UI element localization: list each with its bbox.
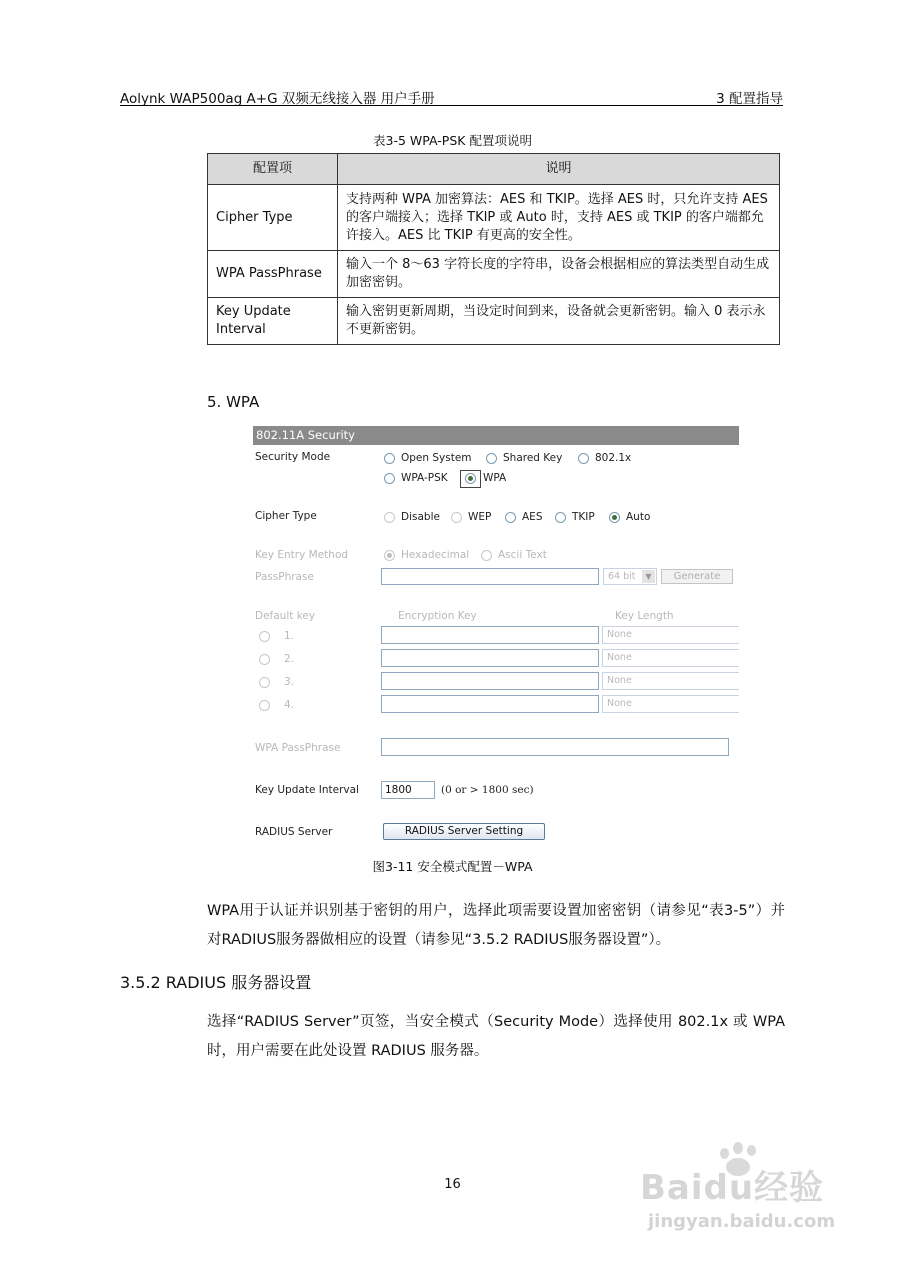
table-row <box>208 298 780 345</box>
security-mode-label: Security Mode <box>255 451 331 463</box>
passphrase-label: PassPhrase <box>255 571 314 583</box>
wpa-passphrase-input[interactable] <box>381 738 729 756</box>
key-1-input[interactable] <box>381 626 599 644</box>
key-update-input[interactable]: 1800 <box>381 781 435 799</box>
wpa-passphrase-label: WPA PassPhrase <box>255 742 341 754</box>
table-cell-desc: 输入密钥更新周期，当设定时间到来，设备就会更新密钥。输入 0 表示永不更新密钥。 <box>338 298 780 345</box>
key-update-hint: (0 or > 1800 sec) <box>441 784 534 796</box>
table-header-row <box>208 154 780 185</box>
radio-key-2[interactable] <box>259 654 270 665</box>
table-cell-item: Cipher Type <box>208 185 338 251</box>
key-entry-label: Key Entry Method <box>255 549 349 561</box>
section-heading-352: 3.5.2 RADIUS 服务器设置 <box>120 973 312 992</box>
radio-wpa[interactable] <box>465 473 476 484</box>
open-system-label: Open System <box>401 452 472 464</box>
key-update-label: Key Update Interval <box>255 784 359 796</box>
radio-cipher-disable[interactable] <box>384 512 395 523</box>
bit-select-value: 64 bit <box>608 571 636 582</box>
watermark-url: jingyan.baidu.com <box>648 1211 836 1232</box>
radius-server-label: RADIUS Server <box>255 826 333 838</box>
watermark-logo: Baidu经验 <box>640 1168 825 1208</box>
radio-cipher-auto[interactable] <box>609 512 620 523</box>
key-4-length-value: None <box>607 698 632 709</box>
table-row <box>208 251 780 298</box>
key-2-length[interactable] <box>602 649 739 667</box>
radio-8021x[interactable] <box>578 453 589 464</box>
key-1-length-value: None <box>607 629 632 640</box>
radio-ascii-text[interactable] <box>481 550 492 561</box>
encryption-key-header: Encryption Key <box>398 610 477 622</box>
paragraph-wpa: WPA用于认证并识别基于密钥的用户，选择此项需要设置加密密钥（请参见“表3-5”）并对RADIUS服务器做相应的设置（请参见“3.5.2 RADIUS服务器设置”）。 <box>207 903 785 948</box>
header-chapter: 3 配置指导 <box>716 91 783 107</box>
chevron-down-icon: ▼ <box>642 570 655 583</box>
key-3-number: 3. <box>284 676 295 688</box>
config-table <box>207 153 780 345</box>
wpa-psk-label: WPA-PSK <box>401 472 448 484</box>
radio-open-system[interactable] <box>384 453 395 464</box>
key-3-length-value: None <box>607 675 632 686</box>
radio-cipher-tkip[interactable] <box>555 512 566 523</box>
table-caption: 表3-5 WPA-PSK 配置项说明 <box>373 133 532 148</box>
key-length-header: Key Length <box>615 610 674 622</box>
cipher-wep-label: WEP <box>468 511 492 523</box>
radio-cipher-aes[interactable] <box>505 512 516 523</box>
table-cell-item: WPA PassPhrase <box>208 251 338 298</box>
page-number: 16 <box>444 1177 461 1192</box>
bit-select[interactable] <box>603 568 657 585</box>
hexadecimal-label: Hexadecimal <box>401 549 470 561</box>
form-title-bar: 802.11A Security <box>253 426 739 445</box>
key-2-input[interactable] <box>381 649 599 667</box>
radio-key-3[interactable] <box>259 677 270 688</box>
default-key-label: Default key <box>255 610 316 622</box>
key-2-length-value: None <box>607 652 632 663</box>
cipher-tkip-label: TKIP <box>572 511 595 523</box>
key-4-input[interactable] <box>381 695 599 713</box>
table-header-desc: 说明 <box>338 154 780 185</box>
ascii-text-label: Ascii Text <box>498 549 547 561</box>
table-cell-desc: 输入一个 8～63 字符长度的字符串，设备会根据相应的算法类型自动生成加密密钥。 <box>338 251 780 298</box>
key-2-number: 2. <box>284 653 295 665</box>
cipher-aes-label: AES <box>522 511 543 523</box>
radio-key-1[interactable] <box>259 631 270 642</box>
header-title: Aolynk WAP500ag A+G 双频无线接入器 用户手册 <box>120 91 435 107</box>
key-3-input[interactable] <box>381 672 599 690</box>
key-4-length[interactable] <box>602 695 739 713</box>
radio-shared-key[interactable] <box>486 453 497 464</box>
cipher-disable-label: Disable <box>401 511 440 523</box>
security-form <box>253 426 739 846</box>
header-rule <box>120 105 783 106</box>
cipher-type-label: Cipher Type <box>255 510 317 522</box>
key-1-number: 1. <box>284 630 295 642</box>
table-row <box>208 185 780 251</box>
radio-cipher-wep[interactable] <box>451 512 462 523</box>
passphrase-input[interactable] <box>381 568 599 585</box>
table-cell-item: Key Update Interval <box>208 298 338 345</box>
radio-hexadecimal[interactable] <box>384 550 395 561</box>
figure-caption: 图3-11 安全模式配置－WPA <box>372 859 533 874</box>
table-cell-desc: 支持两种 WPA 加密算法：AES 和 TKIP。选择 AES 时，只允许支持 AES 的客户端接入；选择 TKIP 或 Auto 时，支持 AES 或 TKIP 的客户端都允许接入。AES 比 TKIP 有更高的安全性。 <box>338 185 780 251</box>
table-header-item: 配置项 <box>208 154 338 185</box>
radio-wpa-psk[interactable] <box>384 473 395 484</box>
radius-server-setting-button[interactable]: RADIUS Server Setting <box>383 823 545 840</box>
generate-button[interactable]: Generate <box>661 569 733 584</box>
key-1-length[interactable] <box>602 626 739 644</box>
key-3-length[interactable] <box>602 672 739 690</box>
section-heading-wpa: 5. WPA <box>207 393 260 411</box>
paragraph-radius: 选择“RADIUS Server”页签，当安全模式（Security Mode）选择使用 802.1x 或 WPA 时，用户需要在此处设置 RADIUS 服务器。 <box>207 1014 785 1059</box>
shared-key-label: Shared Key <box>503 452 563 464</box>
8021x-label: 802.1x <box>595 452 632 464</box>
wpa-label: WPA <box>483 472 507 484</box>
radio-key-4[interactable] <box>259 700 270 711</box>
cipher-auto-label: Auto <box>626 511 651 523</box>
key-4-number: 4. <box>284 699 295 711</box>
